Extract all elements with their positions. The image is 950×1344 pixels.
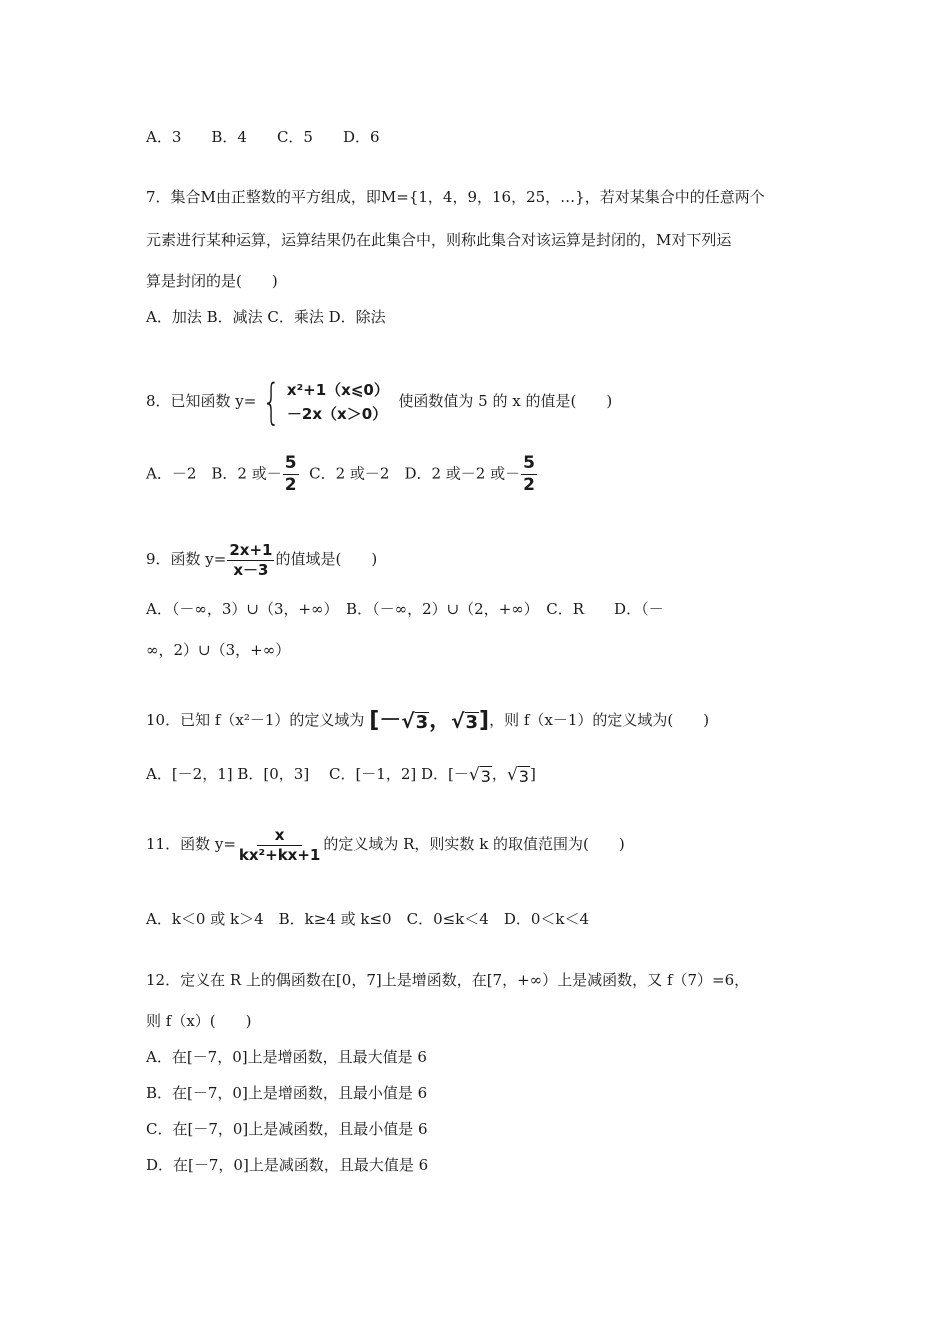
q7-stem-line1: 7．集合M由正整数的平方组成，即M={1，4，9，16，25，…}，若对某集合中的任意两个 <box>146 188 765 206</box>
q7-stem-line2: 元素进行某种运算，运算结果仍在此集合中，则称此集合对该运算是封闭的，M对下列运 <box>146 231 732 249</box>
sqrt-icon: √ 3 <box>468 765 491 786</box>
sqrt-argument: 3 <box>465 712 479 733</box>
sqrt-argument: 3 <box>415 712 429 733</box>
fraction-numerator: 5 <box>284 453 297 473</box>
q8-suffix: 使函数值为 5 的 x 的值是( ) <box>398 392 613 410</box>
fraction-numerator: 5 <box>523 453 535 473</box>
q9-options-line1: A．（－∞，3）∪（3，+∞） B．（－∞，2）∪（2，+∞） C．R D．（－ <box>146 600 664 618</box>
q11-options: A．k＜0 或 k＞4 B．k≥4 或 k≤0 C．0≤k＜4 D．0＜k＜4 <box>146 910 590 928</box>
q9-fraction <box>227 541 274 580</box>
piecewise-case-2: －2x（x＞0） <box>286 405 388 423</box>
interval-separator: ， <box>429 708 452 733</box>
q8-option-cd: C．2 或－2 D．2 或－2 或－ <box>309 464 521 483</box>
q12-option-d: D．在[－7，0]上是减函数，且最大值是 6 <box>146 1156 429 1174</box>
fraction-denominator: x－3 <box>233 560 269 579</box>
q10-stem <box>146 700 709 741</box>
fraction-numerator: 2x+1 <box>229 540 273 559</box>
fraction-denominator: kx²+kx+1 <box>238 845 321 864</box>
q11-fraction <box>237 826 322 865</box>
sqrt-icon: √ 3 <box>401 709 429 733</box>
left-brace-icon: { <box>262 374 281 430</box>
q10-prefix: 10．已知 f（x²－1）的定义域为 <box>146 711 365 729</box>
q8-stem <box>146 368 612 434</box>
fraction-denominator: 2 <box>523 475 535 495</box>
q10-options <box>146 759 536 789</box>
q9-prefix: 9．函数 y= <box>146 550 227 568</box>
sqrt-icon: √ 3 <box>506 765 529 786</box>
q7-stem-line3: 算是封闭的是( ) <box>146 272 278 290</box>
q9-suffix: 的值域是( ) <box>275 550 378 568</box>
q8-prefix: 8．已知函数 y= <box>146 392 257 410</box>
q9-options-line2: ∞，2）∪（3，+∞） <box>146 641 291 659</box>
q7-options: A．加法 B．减法 C．乘法 D．除法 <box>146 308 386 326</box>
q11-prefix: 11．函数 y= <box>146 835 236 853</box>
piecewise-function <box>256 374 389 430</box>
q8-option-ab: A．－2 B．2 或－ <box>146 464 282 483</box>
q12-stem-line1: 12．定义在 R 上的偶函数在[0，7]上是增函数，在[7，+∞）上是减函数，又 f（7）=6， <box>146 971 750 989</box>
q12-option-c: C．在[－7，0]上是减函数，且最小值是 6 <box>146 1120 428 1138</box>
fraction-five-halves-2 <box>521 453 537 496</box>
q11-suffix: 的定义域为 R，则实数 k 的取值范围为( ) <box>323 835 625 853</box>
q8-options <box>146 453 538 496</box>
q11-stem <box>146 820 625 868</box>
q12-option-a: A．在[－7，0]上是增函数，且最大值是 6 <box>146 1048 427 1066</box>
sqrt-icon: √ 3 <box>451 709 479 733</box>
fraction-numerator: x <box>257 826 303 846</box>
sqrt-argument: 3 <box>480 767 491 786</box>
sqrt-argument: 3 <box>518 767 529 786</box>
q6-options: A．3 B．4 C．5 D．6 <box>146 128 380 146</box>
q10-suffix: ，则 f（x－1）的定义域为( ) <box>489 711 710 729</box>
interval-right: ] <box>479 708 490 733</box>
fraction-denominator: 2 <box>284 475 297 495</box>
q12-option-b: B．在[－7，0]上是增函数，且最小值是 6 <box>146 1084 428 1102</box>
q10-interval <box>369 708 489 733</box>
q9-stem <box>146 536 377 582</box>
interval-separator: ， <box>491 765 507 783</box>
piecewise-case-1: x²+1（x⩽0） <box>286 381 389 399</box>
interval-left: [－ <box>369 708 402 733</box>
fraction-five-halves <box>283 453 299 496</box>
q10-options-text: A．[－2，1] B．[0，3] C．[－1，2] D．[－ <box>146 765 469 783</box>
interval-right: ] <box>529 765 536 783</box>
q12-stem-line2: 则 f（x）( ) <box>146 1012 252 1030</box>
